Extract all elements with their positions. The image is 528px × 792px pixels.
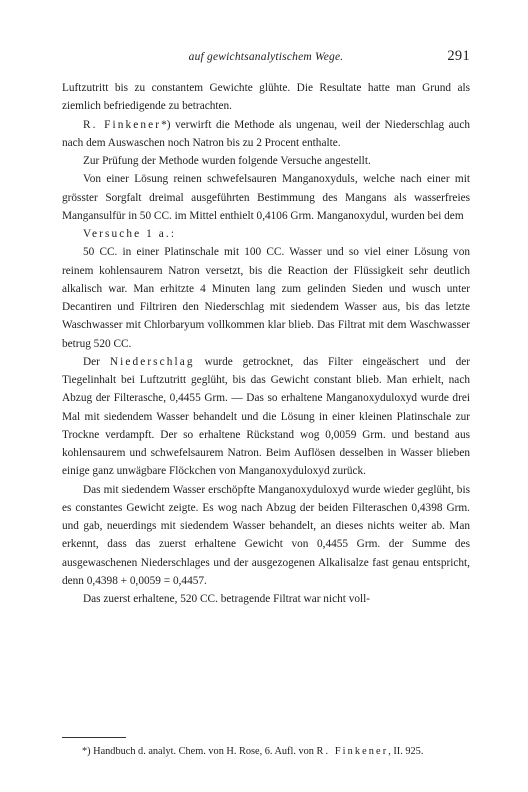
footnote-text: , II. 925. [388, 746, 424, 757]
paragraph-text: wurde getrocknet, das Filter eingeäschert und der Tiegelinhalt bei Luftzutritt geglüht, bis das Gewicht constant blieb. Man erhielt, nach Abzug der Filterasche, 0,4455 Grm. — Das so erhaltene Manganoxyduloxyd wurde drei Mal mit siedendem Wasser behandelt und die Lösung in einer kleinen Platinschale zur Trockne verdampft. Der so erhaltene Rückstand wog 0,0059 Grm. und bestand aus kohlensaurem und schwefelsaurem Natron. Beim Auflösen desselben in Wasser blieben einige ganz unwägbare Flöckchen von Manganoxyduloxyd zurück. [62, 355, 471, 478]
paragraph: Von einer Lösung reinen schwefelsauren Manganoxyduls, welche nach einer mit grösster Sorgfalt dreimal ausgeführten Bestimmung des Mangans als wasserfreies Mangansulfür in 50 CC. im Mittel enthielt 0,4106 Grm. Manganoxydul, wurden bei dem [62, 173, 470, 222]
emphasized-term: Niederschlag [109, 355, 195, 368]
footnote [62, 744, 470, 760]
author-name: R. Finkener [316, 746, 389, 757]
paragraph [62, 116, 470, 153]
paragraph-text: Der [83, 355, 100, 368]
paragraph: Zur Prüfung der Methode wurden folgende Versuche angestellt. [83, 155, 371, 167]
paragraph [62, 353, 470, 481]
paragraph-text: *) verwirft die Methode als ungenau, weil der Niederschlag auch nach dem Auswaschen noch Natron bis zu 2 Procent enthalte. [62, 118, 470, 149]
book-page [62, 0, 470, 792]
paragraph: Das mit siedendem Wasser erschöpfte Manganoxyduloxyd wurde wieder geglüht, bis es constantes Gewicht zeigte. Es wog nach Abzug der beiden Filteraschen 0,4398 Grm. und gab, neuerdings mit siedendem Wasser behandelt, an dieses nichts weiter ab. Man erkennt, dass das zuerst erhaltene Gewicht von 0,4455 Grm. der Summe des ausgewaschenen Niederschlages und der ausgezogenen Alkalisalze fast genau entspricht, denn 0,4398 + 0,0059 = 0,4457. [62, 483, 470, 587]
paragraph: Luftzutritt bis zu constantem Gewichte glühte. Die Resultate hatte man Grund als ziemlich befriedigende zu betrachten. [62, 82, 470, 113]
footnote-rule [62, 737, 126, 738]
experiment-heading: Versuche 1 a.: [83, 228, 177, 240]
body-text [62, 79, 470, 608]
running-head: auf gewichtsanalytischem Wege. [188, 51, 344, 63]
paragraph: Das zuerst erhaltene, 520 CC. betragende Filtrat war nicht voll- [83, 593, 371, 605]
paragraph: 50 CC. in einer Platinschale mit 100 CC. Wasser und so viel einer Lösung von reinem kohlensaurem Natron versetzt, bis die Reaction der Flüssigkeit sehr deutlich alkalisch war. Man erhitzte 4 Minuten lang zum gelinden Sieden und wusch unter Decantiren und Filtriren den Niederschlag mit siedendem Wasser aus, bis das letzte Waschwasser mit Chlorbaryum vollkommen klar blieb. Das Filtrat mit dem Waschwasser betrug 520 CC. [62, 246, 470, 350]
author-name: R. Finkener [83, 118, 162, 131]
page-number: 291 [447, 48, 470, 64]
page-header [62, 50, 470, 66]
footnote-text: *) Handbuch d. analyt. Chem. von H. Rose, 6. Aufl. von [82, 746, 314, 757]
